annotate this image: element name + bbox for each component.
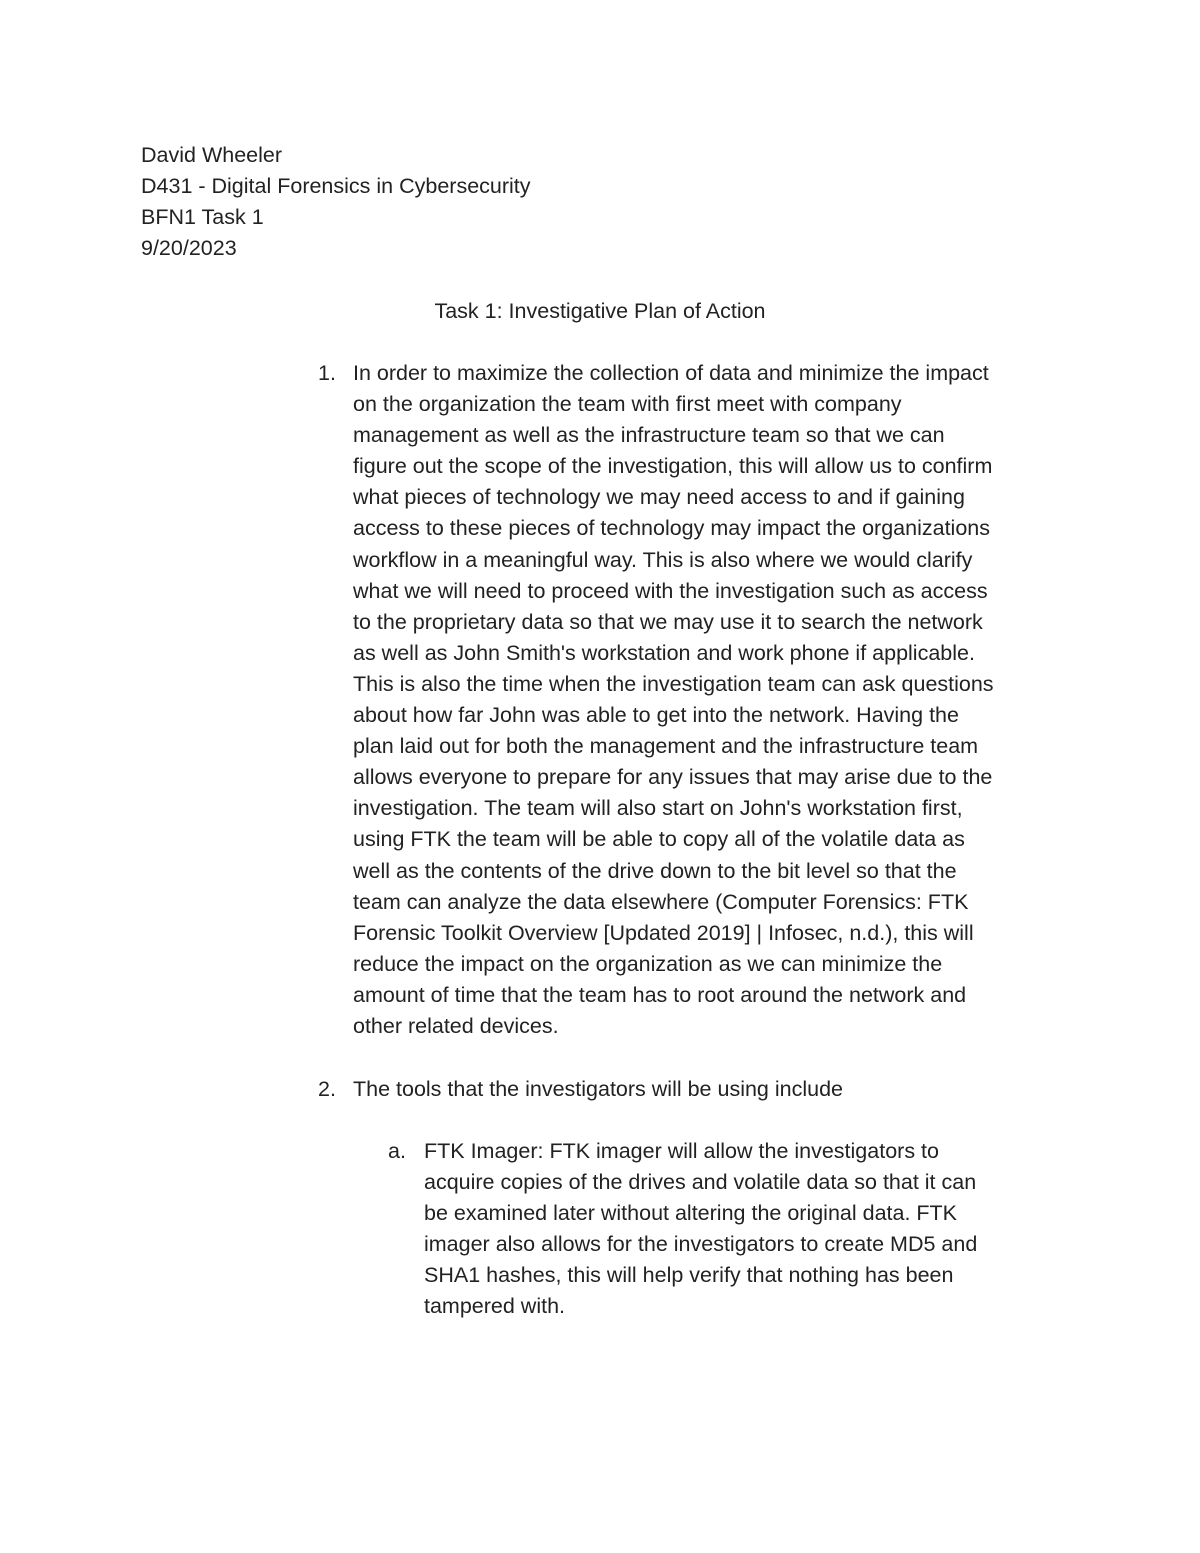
- text-line: access to these pieces of technology may impact the organizations: [353, 516, 990, 541]
- text-line: to the proprietary data so that we may use it to search the network: [353, 609, 983, 634]
- text-line: figure out the scope of the investigation, this will allow us to confirm: [353, 454, 993, 479]
- text-line: amount of time that the team has to root around the network and: [353, 982, 967, 1007]
- document-date: 9/20/2023: [141, 236, 237, 260]
- list-marker: 2.: [318, 1077, 336, 1101]
- sub-list-item-text: [424, 1136, 1048, 1323]
- text-line: what we will need to proceed with the investigation such as access: [353, 578, 988, 603]
- text-line: allows everyone to prepare for any issues that may arise due to the: [353, 765, 993, 790]
- text-line: SHA1 hashes, this will help verify that nothing has been: [424, 1263, 954, 1288]
- task-label: BFN1 Task 1: [141, 205, 264, 229]
- text-line: FTK Imager: FTK imager will allow the investigators to: [424, 1139, 939, 1163]
- text-line: management as well as the infrastructure team so that we can: [353, 423, 945, 448]
- text-line: This is also the time when the investigation team can ask questions: [353, 671, 994, 696]
- list-item-text: [353, 1074, 1065, 1105]
- list-item-2: [318, 1074, 1078, 1105]
- text-line: what pieces of technology we may need access to and if gaining: [353, 485, 965, 510]
- page-title: Task 1: Investigative Plan of Action: [434, 299, 766, 323]
- text-line: reduce the impact on the organization as we can minimize the: [353, 951, 943, 976]
- text-line: other related devices.: [353, 1013, 559, 1038]
- text-line: tampered with.: [424, 1294, 566, 1319]
- sub-list-item-a: [388, 1136, 1088, 1323]
- text-line: be examined later without altering the original data. FTK: [424, 1201, 958, 1226]
- text-line: imager also allows for the investigators to create MD5 and: [424, 1232, 978, 1257]
- text-line: on the organization the team with first meet with company: [353, 392, 902, 417]
- text-line: In order to maximize the collection of data and minimize the impact: [353, 361, 989, 385]
- text-line: well as the contents of the drive down to the bit level so that the: [353, 858, 957, 883]
- text-line: as well as John Smith's workstation and work phone if applicable.: [353, 640, 975, 665]
- list-marker: a.: [388, 1139, 406, 1163]
- text-line: investigation. The team will also start on John's workstation first,: [353, 796, 963, 821]
- text-line: team can analyze the data elsewhere (Computer Forensics: FTK: [353, 889, 969, 914]
- list-item-1: [318, 358, 1078, 1042]
- text-line: acquire copies of the drives and volatile data so that it can: [424, 1170, 977, 1195]
- text-line: about how far John was able to get into the network. Having the: [353, 703, 959, 728]
- text-line: The tools that the investigators will be using include: [353, 1077, 843, 1101]
- author-name: David Wheeler: [141, 143, 282, 167]
- list-item-text: [353, 358, 1065, 1042]
- course-name: D431 - Digital Forensics in Cybersecurity: [141, 174, 531, 198]
- list-marker: 1.: [318, 361, 336, 385]
- text-line: using FTK the team will be able to copy all of the volatile data as: [353, 827, 965, 852]
- text-line: Forensic Toolkit Overview [Updated 2019] | Infosec, n.d.), this will: [353, 920, 974, 945]
- text-line: workflow in a meaningful way. This is also where we would clarify: [353, 547, 973, 572]
- text-line: plan laid out for both the management and the infrastructure team: [353, 734, 979, 759]
